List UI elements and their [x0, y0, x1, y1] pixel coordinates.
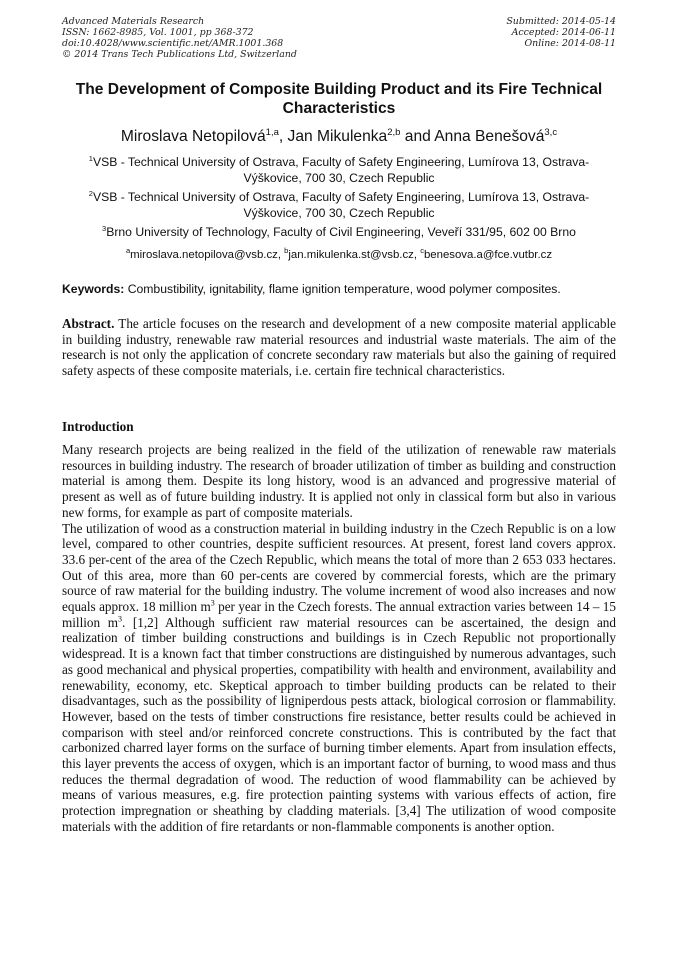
abstract-text: The article focuses on the research and development of a new composite material applicable in building industry, renewable raw material resources and industrial waste materials. The aim of the research is not only the application of concrete secondary raw materials but also the gaining of required safety aspects of these composite materials, i.e. certain fire technical characteristics. [62, 316, 616, 379]
affiliation-mark: 3 [102, 223, 107, 233]
journal-copyright: © 2014 Trans Tech Publications Ltd, Switzerland [62, 49, 297, 61]
paragraph: Many research projects are being realized in the field of the utilization of renewable raw materials resources in building industry. The research of broader utilization of timber as building and construction material is among them. Despite its long history, wood is an advanced and progressive material of present as well as of future building industry. It is applied not only in classical form but also in various new forms, for example as part of composite materials. [62, 442, 616, 520]
email-mark: a [125, 246, 131, 256]
author-affiliation-mark: 1,a [265, 126, 279, 138]
author-separator: and [400, 128, 435, 145]
author-name: Jan Mikulenka [287, 128, 388, 145]
author-affiliation-mark: 3,c [544, 126, 558, 138]
paper-title: The Development of Composite Building Product and its Fire Technical Characteristics [75, 81, 603, 117]
section-heading-introduction: Introduction [62, 419, 134, 434]
affiliation-text: VSB - Technical University of Ostrava, Faculty of Safety Engineering, Lumírova 13, Ostrava-Výškovice, 700 30, Czech Republic [92, 190, 590, 220]
abstract-label: Abstract. [62, 316, 115, 331]
email-mark: c [420, 246, 424, 256]
paragraph-text: The utilization of wood as a construction material in building industry in the Czech Republic is on a low level, compared to other countries, despite sufficient resources. At present, forest land covers approx. 33.6 per-cent of the area of the Czech Republic, which means the total of more than 2 653 033 hectares. Out of this area, more than 60 per-cents are covered by commercial forests, which are the primary source of raw material for the building industry. The volume increment of wood also increases and now equals approx. 18 million m [62, 520, 616, 615]
paragraph-text: per year in the Czech forests. The annual extraction varies between 14 – 15 million m [62, 599, 616, 630]
author-list [0, 127, 678, 146]
journal-issn: ISSN: 1662-8985, Vol. 1001, pp 368-372 [62, 27, 254, 39]
journal-name: Advanced Materials Research [62, 16, 205, 27]
header-left [62, 16, 297, 60]
superscript: 3 [210, 598, 215, 608]
affiliation-text: Brno University of Technology, Faculty of Civil Engineering, Veveří 331/95, 602 00 Brno [106, 225, 576, 239]
email-link[interactable]: benesova.a@fce.vutbr.cz [423, 249, 553, 261]
submitted-date: Submitted: 2014-05-14 [506, 16, 616, 27]
online-date: Online: 2014-08-11 [524, 38, 616, 50]
journal-doi[interactable]: doi:10.4028/www.scientific.net/AMR.1001.368 [62, 38, 284, 50]
keywords-label: Keywords: [62, 282, 125, 296]
keywords [62, 281, 616, 297]
email-link[interactable]: jan.mikulenka.st@vsb.cz, [288, 249, 421, 261]
author-affiliation-mark: 2,b [387, 126, 401, 138]
author-name: Miroslava Netopilová [120, 128, 266, 145]
author-emails [60, 247, 618, 263]
introduction-body [62, 442, 616, 835]
email-link[interactable]: miroslava.netopilova@vsb.cz, [130, 249, 285, 261]
affiliation-mark: 2 [88, 188, 93, 198]
paragraph [62, 521, 616, 835]
superscript: 3 [117, 614, 122, 624]
affiliation-2 [60, 189, 618, 221]
paragraph-text: . [1,2] Although sufficient raw material resources can be ascertained, the design and realization of timber building constructions and buildings is in Czech Republic not proportionally widespread. It is a known fact that timber constructions are distinguished by numerous advantages, such as good mechanical and physical properties, compatibility with health and environment, availability and renewability, economy, etc. Skeptical approach to timber building products can be related to their disadvantages, such as the possibility of ligniperdous pests attack, biological corrosion or flammability. However, based on the tests of timber constructions fire resistance, better results could be achieved in comparison with steel and/or reinforced concrete constructions. This is contributed by the fact that carbonized charred layer forms on the surface of burning timber elements. Apart from insulation effects, this layer prevents the access of oxygen, which is an important factor of burning, to wood mass and thus reduces the thermal degradation of wood. The reduction of wood flammability can be achieved by means of various measures, e.g. fire protection painting systems with various effects of action, fire protection impregnation or sheathing by cladding materials. [3,4] The utilization of wood composite materials with the addition of fire retardants or non-flammable components is another option. [62, 614, 616, 834]
affiliation-text: VSB - Technical University of Ostrava, Faculty of Safety Engineering, Lumírova 13, Ostrava-Výškovice, 700 30, Czech Republic [92, 155, 590, 185]
keywords-text: Combustibility, ignitability, flame ignition temperature, wood polymer composites. [124, 282, 561, 296]
affiliation-1 [60, 154, 618, 186]
author-name: Anna Benešová [434, 128, 545, 145]
header-right [506, 16, 616, 49]
affiliation-3 [60, 224, 618, 240]
email-mark: b [284, 246, 289, 256]
author-separator: , [278, 128, 288, 145]
accepted-date: Accepted: 2014-06-11 [511, 27, 616, 39]
abstract [62, 316, 616, 379]
affiliation-mark: 1 [88, 153, 93, 163]
